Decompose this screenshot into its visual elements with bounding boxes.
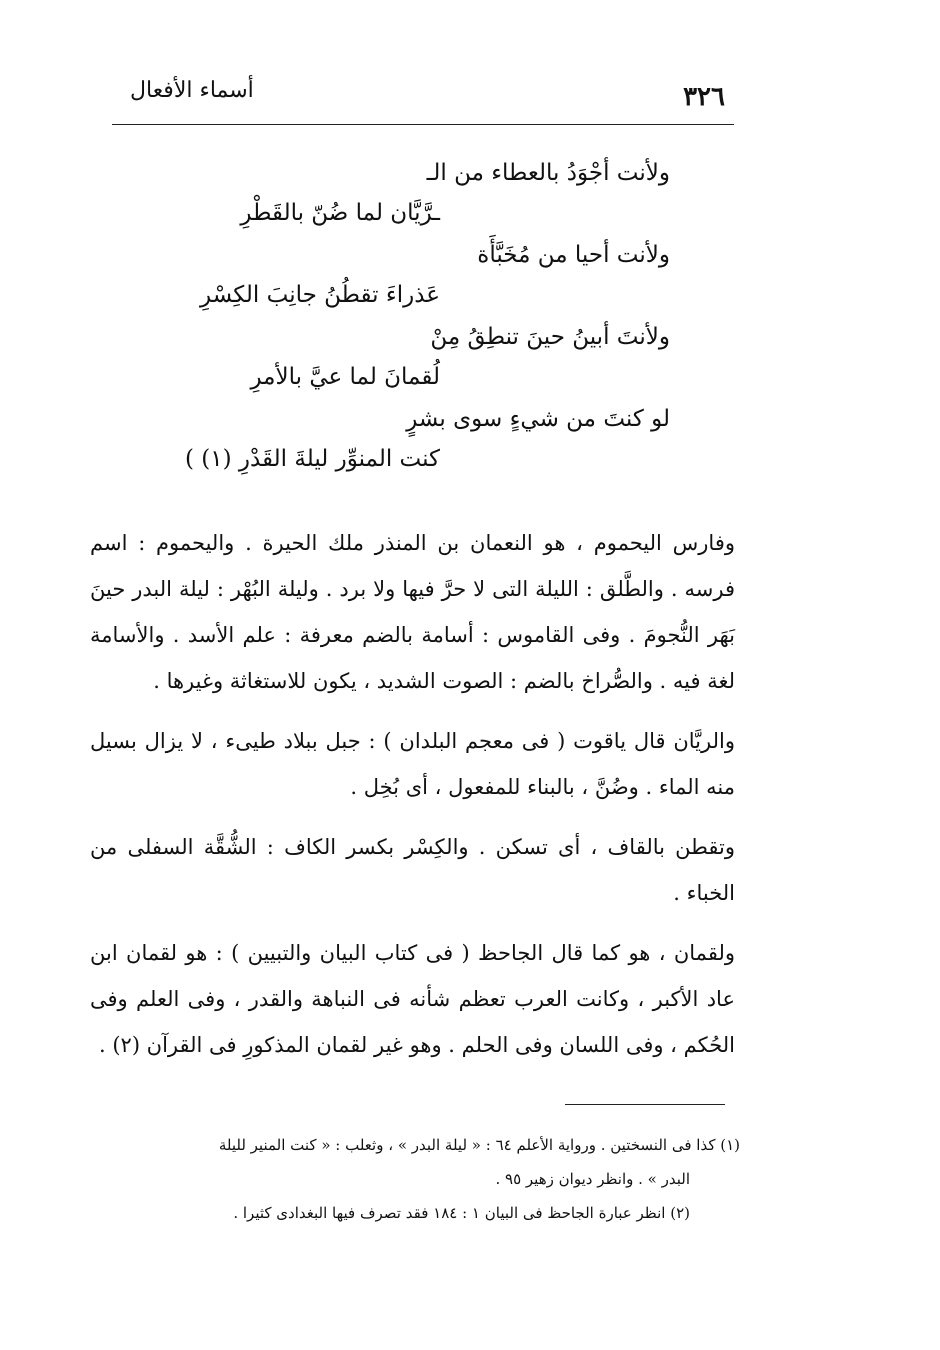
first-hemistich: ولأنت أحيا من مُخَبَّأَة [477,242,670,268]
page-header [110,70,735,120]
running-title: أسماء الأفعال [130,78,254,103]
second-hemistich: ـرَّيَّان لما ضُنّ بالقَطْرِ [240,200,440,226]
first-hemistich: لو كنتَ من شيءٍ سوى بشرٍ [406,406,670,432]
paragraph: وفارس اليحموم ، هو النعمان بن المنذر ملك الحيرة . واليحموم : اسم فرسه . والطَّلق : الليلة التى لا حرَّ فيها ولا برد . وليلة البُهْر : ليلة البدر حينَ بَهَر النُّجومَ . وفى القاموس : أسامة بالضم معرفة : علم الأسد . والأسامة لغة فيه . والصُّراخ بالضم : الصوت الشديد ، يكون للاستغاثة وغيرها . [90,531,735,693]
footnote: (١) كذا فى النسختين . ورواية الأعلم ٦٤ : « ليلة البدر » ، وثعلب : « كنت المنير لليلة [218,1136,740,1154]
paragraph: وتقطن بالقاف ، أى تسكن . والكِسْر بكسر الكاف : الشُّقَّة السفلى من الخباء . [90,835,735,905]
second-hemistich: عَذراءَ تقطُنُ جانِبَ الكِسْرِ [200,282,440,308]
second-hemistich: لُقمانَ لما عيَّ بالأمرِ [250,364,440,390]
paragraph: ولقمان ، هو كما قال الجاحظ ( فى كتاب البيان والتبيين ) : هو لقمان ابن عاد الأكبر ، وكانت العرب تعظم شأنه فى النباهة والقدر ، وفى العلم وفى الحُكم ، وفى اللسان وفى الحلم . وهو غير لقمان المذكورِ فى القرآن (٢) . [90,941,735,1057]
footnote: (٢) انظر عبارة الجاحظ فى البيان ١ : ١٨٤ فقد تصرف فيها البغدادى كثيرا . [233,1204,690,1222]
paragraph: والريَّان قال ياقوت ( فى معجم البلدان ) : جبل ببلاد طيىء ، لا يزال بسيل منه الماء . وضُنَّ ، بالبناء للمفعول ، أى بُخِل . [90,729,735,799]
footnotes [100,1128,740,1230]
verse [170,324,670,406]
page-number: ٣٢٦ [683,82,725,112]
footnote-rule [565,1104,725,1105]
verse [170,242,670,324]
poem [170,160,670,488]
header-rule [112,124,734,125]
first-hemistich: ولأنت أجْوَدُ بالعطاء من الـ [426,160,670,186]
verse [170,406,670,488]
footnote-continuation: البدر » . وانظر ديوان زهير ٩٥ . [495,1170,690,1188]
first-hemistich: ولأنتَ أبينُ حينَ تنطِقُ مِنْ [430,324,670,350]
second-hemistich: كنت المنوِّر ليلةَ القَدْرِ (١) ) [184,446,440,472]
commentary [90,520,735,1082]
verse [170,160,670,242]
